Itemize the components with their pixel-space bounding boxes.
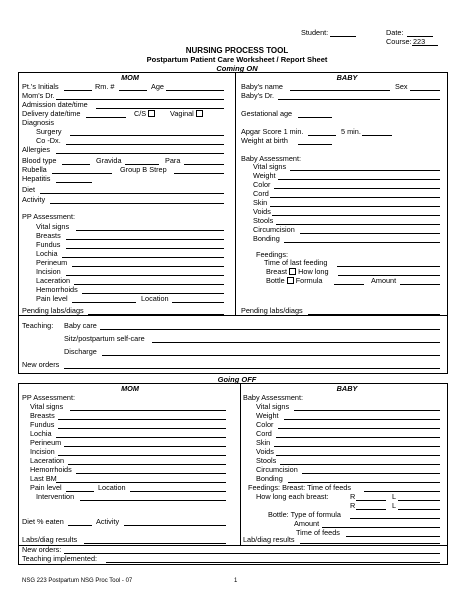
- new-orders-label: New orders: [22, 360, 60, 369]
- mom-pending-label: Pending labs/diags: [22, 306, 84, 315]
- baby-dr-line[interactable]: [278, 99, 440, 100]
- course-label: Course:: [386, 37, 412, 46]
- off-baby-item-line[interactable]: [276, 437, 440, 438]
- off-baby-item-label: Circumcision: [256, 465, 298, 474]
- moms-dr-label: Mom's Dr.: [22, 91, 55, 100]
- footer-doc-id: NSG 223 Postpartum NSG Proc Tool - 07: [22, 578, 133, 584]
- going-off-heading: Going OFF: [217, 375, 257, 384]
- page-number: 1: [234, 578, 238, 584]
- codx-label: Co -Dx.: [36, 136, 61, 145]
- baby-item-line[interactable]: [272, 215, 440, 216]
- discharge-label: Discharge: [64, 347, 97, 356]
- bottle-checkbox[interactable]: [287, 277, 294, 284]
- weight-birth-label: Weight at birth: [241, 136, 288, 145]
- off-baby-item-line[interactable]: [278, 428, 440, 429]
- bottle-label: Bottle: [266, 276, 285, 285]
- off-baby-item-label: Weight: [256, 411, 279, 420]
- feedings-label: Feedings:: [256, 250, 289, 259]
- mom-heading: MOM: [121, 73, 139, 82]
- coming-on-heading: Coming ON: [216, 64, 258, 73]
- baby-item-line[interactable]: [278, 179, 440, 180]
- mom-item-label: Breasts: [36, 231, 61, 240]
- mom-item-label: Perineum: [36, 258, 68, 267]
- formula-label: Formula: [295, 276, 323, 285]
- cs-label: C/S: [134, 109, 147, 118]
- gravida-label: Gravida: [96, 156, 122, 165]
- teaching-label: Teaching:: [22, 321, 54, 330]
- mom-item-line[interactable]: [66, 275, 224, 276]
- baby-item-label: Color: [253, 180, 271, 189]
- off-mom-item-label: Last BM: [30, 474, 57, 483]
- admission-label: Admission date/time: [22, 100, 88, 109]
- off-mom-item-label: Breasts: [30, 411, 55, 420]
- activity-label: Activity: [22, 195, 46, 204]
- mom-pending-line[interactable]: [88, 314, 224, 315]
- sitz-line[interactable]: [152, 342, 440, 343]
- labs-results-label: Labs/diag results: [22, 535, 78, 544]
- teaching-implemented-line[interactable]: [106, 562, 440, 563]
- left-breast-line-2[interactable]: [398, 509, 440, 510]
- bottle-type-label: Bottle: Type of formula: [268, 510, 341, 519]
- vaginal-label: Vaginal: [170, 109, 194, 118]
- rubella-label: Rubella: [22, 165, 47, 174]
- going-off-bottom-divider: [18, 545, 448, 546]
- off-location-label: Location: [98, 483, 126, 492]
- delivery-line[interactable]: [86, 117, 126, 118]
- allergies-line[interactable]: [56, 153, 224, 154]
- lab-diag-line[interactable]: [300, 543, 440, 544]
- intervention-label: Intervention: [36, 492, 75, 501]
- mom-item-label: Hemorrhoids: [36, 285, 78, 294]
- mom-item-line[interactable]: [72, 266, 224, 267]
- sex-line[interactable]: [410, 90, 440, 91]
- baby-item-line[interactable]: [300, 233, 440, 234]
- off-baby-item-line[interactable]: [274, 446, 440, 447]
- baby-pending-line[interactable]: [308, 314, 440, 315]
- sitz-label: Sitz/postpartum self-care: [64, 334, 145, 343]
- off-mom-item-label: Perineum: [30, 438, 62, 447]
- baby-item-label: Bonding: [253, 234, 280, 243]
- amount-line[interactable]: [400, 284, 440, 285]
- off-baby-item-line[interactable]: [294, 410, 440, 411]
- off-mom-item-line[interactable]: [64, 446, 226, 447]
- baby-item-label: Skin: [253, 198, 268, 207]
- baby-name-line[interactable]: [290, 90, 390, 91]
- time-last-feeding-label: Time of last feeding: [264, 258, 328, 267]
- rubella-line[interactable]: [52, 173, 112, 174]
- cs-checkbox[interactable]: [148, 110, 155, 117]
- group-b-line[interactable]: [174, 173, 224, 174]
- off-pp-assessment-label: PP Assessment:: [22, 393, 75, 402]
- diagnosis-label: Diagnosis: [22, 118, 55, 127]
- off-mom-item-label: Fundus: [30, 420, 55, 429]
- baby-item-label: Voids: [253, 207, 271, 216]
- blood-type-label: Blood type: [22, 156, 57, 165]
- surgery-line[interactable]: [70, 135, 224, 136]
- apgar-5-line[interactable]: [362, 135, 392, 136]
- off-activity-line[interactable]: [124, 525, 226, 526]
- how-long-label: How long: [298, 267, 329, 276]
- pain-level-label: Pain level: [36, 294, 68, 303]
- mom-item-line[interactable]: [62, 257, 224, 258]
- baby-item-line[interactable]: [290, 170, 440, 171]
- baby-item-line[interactable]: [284, 242, 440, 243]
- off-mom-item-line[interactable]: [58, 428, 226, 429]
- initials-label: Pt.'s Initials: [22, 82, 59, 91]
- course-value: 223: [413, 37, 426, 46]
- off-mom-item-line[interactable]: [58, 455, 226, 456]
- off-baby-item-label: Vital signs: [256, 402, 290, 411]
- off-baby-item-label: Color: [256, 420, 274, 429]
- discharge-line[interactable]: [102, 355, 440, 356]
- coming-on-divider: [235, 72, 236, 315]
- breast-checkbox[interactable]: [289, 268, 296, 275]
- off-baby-item-label: Stools: [256, 456, 277, 465]
- allergies-label: Allergies: [22, 145, 50, 154]
- gest-age-label: Gestational age: [241, 109, 293, 118]
- apgar-1-line[interactable]: [308, 135, 336, 136]
- baby-name-label: Baby's name: [241, 82, 283, 91]
- time-feeds-line[interactable]: [346, 536, 440, 537]
- age-label: Age: [151, 82, 164, 91]
- baby-item-label: Cord: [253, 189, 269, 198]
- off-mom-item-line[interactable]: [76, 473, 226, 474]
- off-mom-item-line[interactable]: [56, 437, 226, 438]
- mom-item-line[interactable]: [76, 230, 224, 231]
- left-breast-line[interactable]: [398, 500, 440, 501]
- mom-item-label: Incision: [36, 267, 61, 276]
- diet-eaten-line[interactable]: [68, 525, 92, 526]
- baby-item-label: Circumcision: [253, 225, 295, 234]
- mom-item-label: Laceration: [36, 276, 71, 285]
- time-of-feeds-line[interactable]: [364, 491, 440, 492]
- off-mom-item-label: Hemorrhoids: [30, 465, 72, 474]
- new-orders-line[interactable]: [64, 368, 440, 369]
- hepatitis-label: Hepatitis: [22, 174, 51, 183]
- time-last-feeding-line[interactable]: [337, 266, 440, 267]
- formula-line[interactable]: [334, 284, 364, 285]
- initials-line[interactable]: [64, 90, 92, 91]
- date-label: Date:: [386, 28, 404, 37]
- off-baby-item-line[interactable]: [280, 464, 440, 465]
- off-amount-label: Amount: [294, 519, 320, 528]
- amount-label: Amount: [371, 276, 397, 285]
- off-mom-item-label: Incision: [30, 447, 55, 456]
- course-line: [412, 45, 438, 46]
- para-line[interactable]: [184, 164, 224, 165]
- off-baby-item-line[interactable]: [302, 473, 440, 474]
- teaching-implemented-label: Teaching implemented:: [22, 554, 98, 563]
- baby-pending-label: Pending labs/diags: [241, 306, 303, 315]
- vaginal-checkbox[interactable]: [196, 110, 203, 117]
- going-off-mom-heading: MOM: [121, 384, 139, 393]
- bottle-option[interactable]: [266, 277, 322, 284]
- group-b-label: Group B Strep: [120, 165, 167, 174]
- off-baby-item-label: Skin: [256, 438, 271, 447]
- left-breast-label-2: L: [392, 501, 397, 510]
- surgery-label: Surgery: [36, 127, 62, 136]
- off-baby-item-label: Voids: [256, 447, 274, 456]
- hepatitis-line[interactable]: [56, 182, 92, 183]
- pain-level-line[interactable]: [72, 302, 136, 303]
- off-activity-label: Activity: [96, 517, 120, 526]
- cs-option[interactable]: [134, 110, 155, 117]
- mom-item-line[interactable]: [74, 284, 224, 285]
- off-pain-level-label: Pain level: [30, 483, 62, 492]
- vaginal-option[interactable]: [170, 110, 203, 117]
- off-baby-assessment-label: Baby Assessment:: [243, 393, 304, 402]
- blood-type-line[interactable]: [62, 164, 90, 165]
- off-location-line[interactable]: [130, 491, 226, 492]
- diet-label: Diet: [22, 185, 35, 194]
- mom-item-label: Fundus: [36, 240, 61, 249]
- diet-eaten-label: Diet % eaten: [22, 517, 64, 526]
- mom-item-label: Vital signs: [36, 222, 70, 231]
- student-line[interactable]: [330, 36, 356, 37]
- teaching-divider: [18, 315, 448, 316]
- mom-item-label: Lochia: [36, 249, 58, 258]
- off-mom-item-line[interactable]: [70, 410, 226, 411]
- admission-line[interactable]: [96, 108, 224, 109]
- baby-item-label: Weight: [253, 171, 276, 180]
- right-breast-line[interactable]: [356, 500, 386, 501]
- off-mom-item-label: Vital signs: [30, 402, 64, 411]
- how-long-each-label: How long each breast:: [256, 492, 329, 501]
- apgar-label: Apgar Score 1 min.: [241, 127, 304, 136]
- weight-birth-line[interactable]: [298, 144, 332, 145]
- left-breast-label: L: [392, 492, 397, 501]
- baby-item-line[interactable]: [270, 206, 440, 207]
- off-mom-item-label: Lochia: [30, 429, 52, 438]
- going-off-divider: [240, 383, 241, 545]
- off-baby-item-label: Bonding: [256, 474, 283, 483]
- rm-line[interactable]: [119, 90, 147, 91]
- para-label: Para: [165, 156, 181, 165]
- baby-heading: BABY: [336, 73, 358, 82]
- pp-assessment-label: PP Assessment:: [22, 212, 75, 221]
- codx-line[interactable]: [66, 144, 224, 145]
- delivery-label: Delivery date/time: [22, 109, 81, 118]
- off-new-orders-line[interactable]: [64, 553, 440, 554]
- age-line[interactable]: [166, 90, 224, 91]
- mom-item-line[interactable]: [66, 248, 224, 249]
- baby-care-line[interactable]: [100, 329, 440, 330]
- baby-dr-label: Baby's Dr.: [241, 91, 275, 100]
- going-off-baby-heading: BABY: [336, 384, 358, 393]
- right-breast-line-2[interactable]: [356, 509, 386, 510]
- apgar-5-label: 5 min.: [341, 127, 361, 136]
- baby-item-label: Vital signs: [253, 162, 287, 171]
- baby-assessment-label: Baby Assessment:: [241, 154, 302, 163]
- off-mom-item-label: Laceration: [30, 456, 65, 465]
- form-title: NURSING PROCESS TOOL: [185, 46, 289, 55]
- labs-results-line[interactable]: [84, 543, 226, 544]
- activity-line[interactable]: [50, 203, 224, 204]
- location-line[interactable]: [172, 302, 224, 303]
- mom-item-line[interactable]: [66, 239, 224, 240]
- off-baby-item-label: Cord: [256, 429, 272, 438]
- intervention-line[interactable]: [80, 500, 226, 501]
- baby-item-line[interactable]: [276, 224, 440, 225]
- breast-option[interactable]: [266, 268, 329, 275]
- sex-label: Sex: [395, 82, 408, 91]
- baby-item-line[interactable]: [270, 197, 440, 198]
- off-mom-item-line[interactable]: [56, 482, 226, 483]
- off-new-orders-label: New orders:: [22, 545, 62, 554]
- off-mom-item-line[interactable]: [68, 464, 226, 465]
- breast-label: Breast: [266, 267, 288, 276]
- lab-diag-label: Lab/diag results: [243, 535, 295, 544]
- baby-item-label: Stools: [253, 216, 274, 225]
- gest-age-line[interactable]: [298, 117, 332, 118]
- time-feeds-label: Time of feeds: [296, 528, 340, 537]
- student-label: Student:: [301, 28, 329, 37]
- form-subtitle: Postpartum Patient Care Worksheet / Report Sheet: [146, 55, 328, 64]
- baby-care-label: Baby care: [64, 321, 97, 330]
- right-breast-label-2: R: [350, 501, 356, 510]
- off-mom-item-line[interactable]: [58, 419, 226, 420]
- bottle-type-line[interactable]: [350, 518, 440, 519]
- rm-label: Rm. #: [95, 82, 115, 91]
- baby-item-line[interactable]: [274, 188, 440, 189]
- off-baby-item-line[interactable]: [276, 455, 440, 456]
- diet-line[interactable]: [40, 193, 224, 194]
- off-baby-item-line[interactable]: [284, 419, 440, 420]
- off-feedings-label: Feedings: Breast: Time of feeds: [248, 483, 352, 492]
- location-label: Location: [141, 294, 169, 303]
- right-breast-label: R: [350, 492, 356, 501]
